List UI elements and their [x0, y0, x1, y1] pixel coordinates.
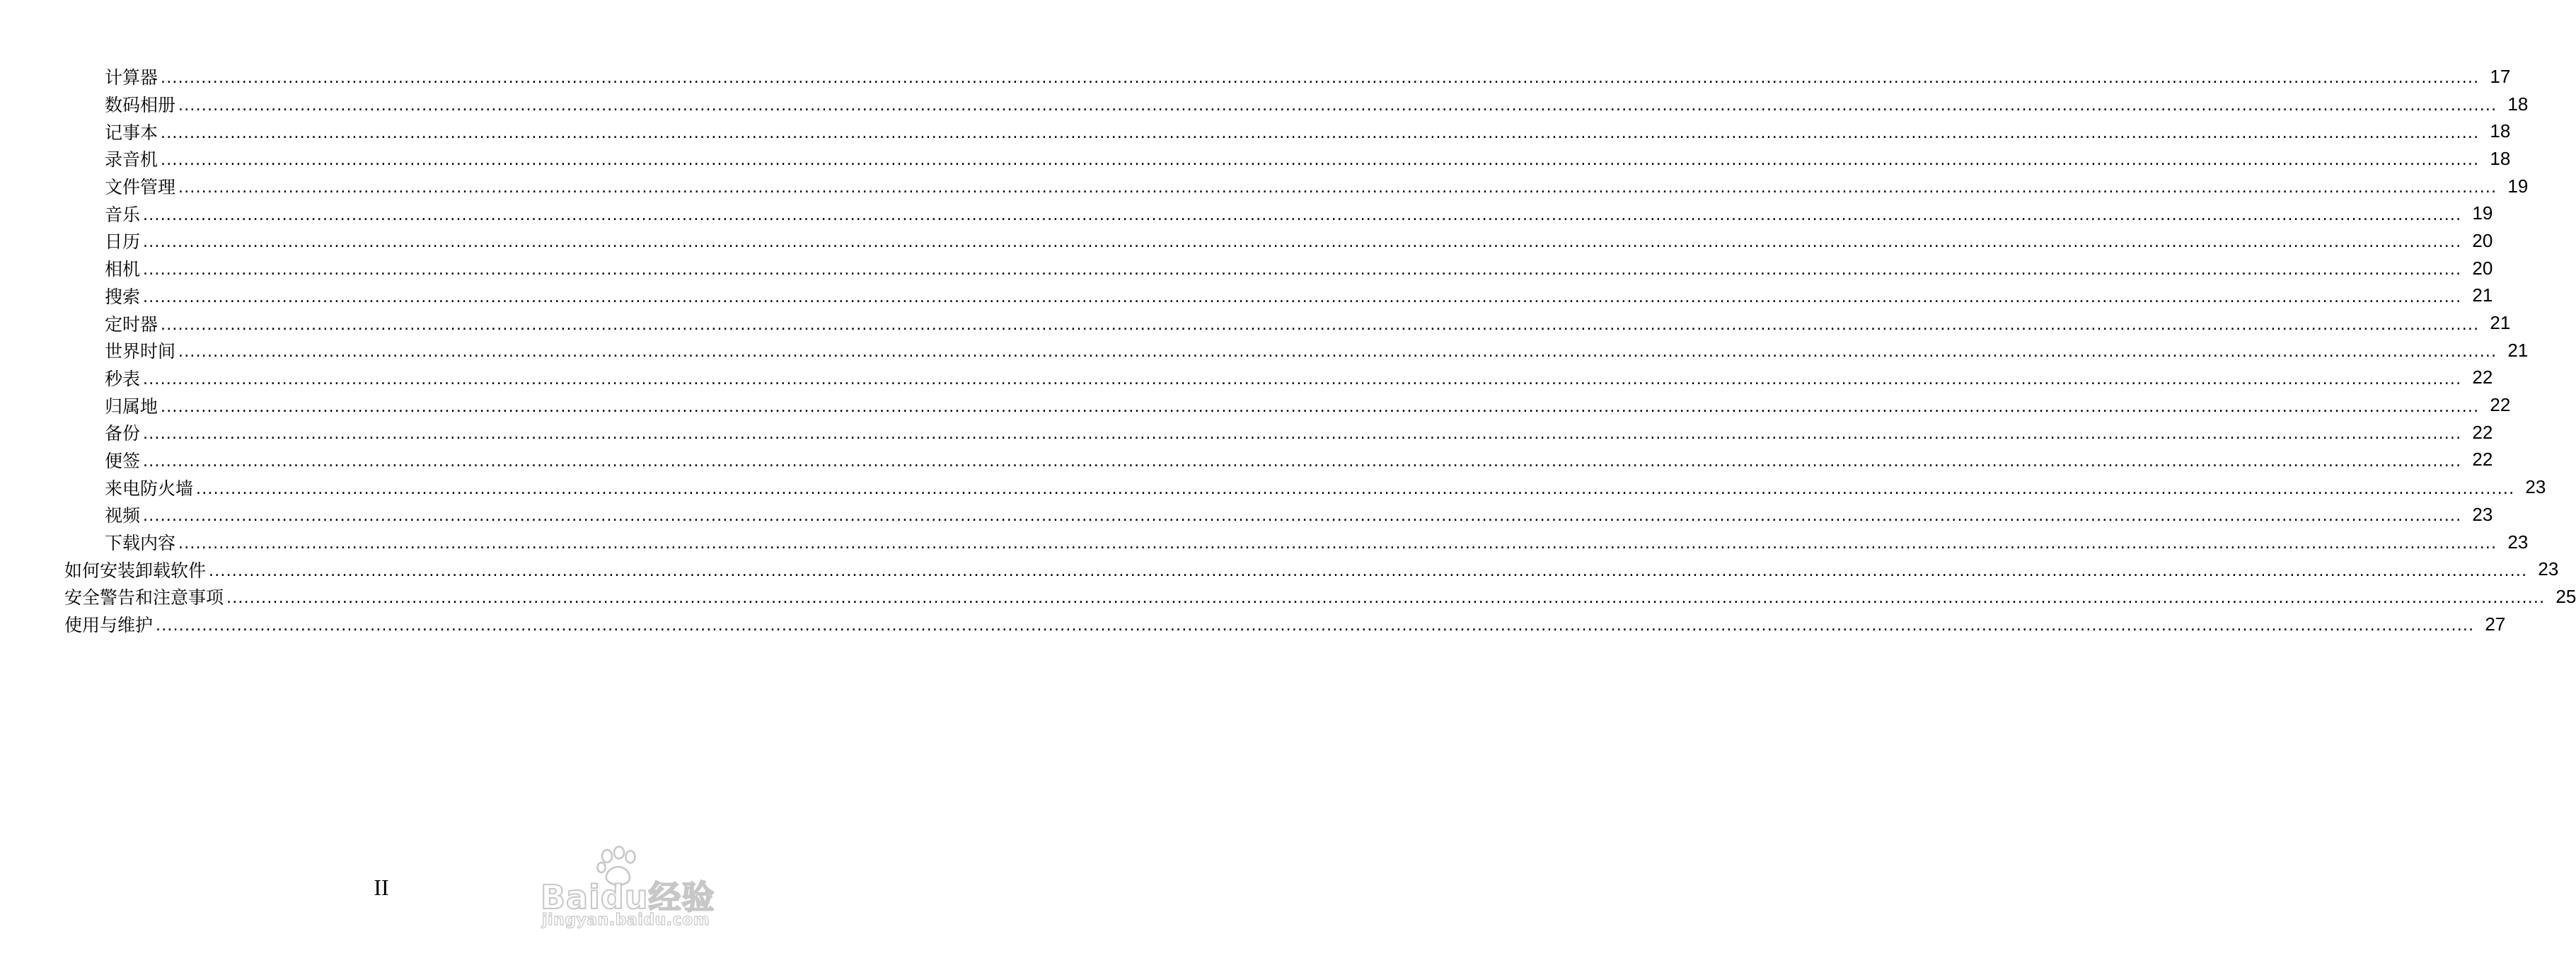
- toc-entry: [0, 611, 2506, 638]
- toc-entry-title: 下载内容: [105, 533, 176, 554]
- toc-entry: [0, 200, 2493, 227]
- toc-dot-leader: ................................................................................................................................................................................................................................................................................................................................................................................................................: [196, 480, 2515, 498]
- watermark-brand: Baidu经验: [541, 878, 715, 916]
- toc-entry-title: 安全警告和注意事项: [64, 587, 224, 609]
- toc-entry: [0, 173, 2529, 200]
- toc-entry-title: 定时器: [105, 313, 158, 335]
- toc-entry-title: 搜索: [105, 286, 141, 307]
- toc-dot-leader: ................................................................................................................................................................................................................................................................................................................................................................................................................: [156, 617, 2475, 635]
- toc-entry-title: 音乐: [105, 204, 141, 225]
- toc-entry: [0, 309, 2511, 337]
- toc-entry-title: 归属地: [105, 396, 158, 417]
- toc-entry: [0, 501, 2493, 529]
- toc-entry-page: 22: [2472, 449, 2493, 471]
- toc-dot-leader: ................................................................................................................................................................................................................................................................................................................................................................................................................: [143, 206, 2462, 224]
- toc-entry-title: 数码相册: [105, 95, 176, 116]
- toc-dot-leader: ................................................................................................................................................................................................................................................................................................................................................................................................................: [161, 398, 2480, 416]
- toc-entry-page: 18: [2490, 120, 2511, 142]
- toc-dot-leader: ................................................................................................................................................................................................................................................................................................................................................................................................................: [143, 370, 2462, 388]
- toc-entry-page: 22: [2490, 394, 2511, 416]
- toc-entry-title: 计算器: [105, 67, 158, 88]
- toc-entry-page: 18: [2490, 147, 2511, 169]
- toc-entry: [0, 555, 2559, 583]
- toc-entry: [0, 364, 2493, 392]
- toc-entry-page: 23: [2525, 476, 2546, 498]
- toc-entry-title: 视频: [105, 505, 141, 526]
- toc-entry-page: 19: [2507, 175, 2529, 197]
- toc-entry-title: 备份: [105, 423, 141, 444]
- toc-entry-title: 如何安装卸载软件: [64, 560, 207, 581]
- toc-dot-leader: ................................................................................................................................................................................................................................................................................................................................................................................................................: [161, 151, 2480, 170]
- toc-entry-page: 20: [2472, 257, 2493, 279]
- toc-entry: [0, 63, 2511, 91]
- toc-entry-title: 文件管理: [105, 177, 176, 198]
- toc-entry-page: 25: [2555, 585, 2576, 607]
- toc-dot-leader: ................................................................................................................................................................................................................................................................................................................................................................................................................: [178, 179, 2497, 197]
- toc-dot-leader: ................................................................................................................................................................................................................................................................................................................................................................................................................: [143, 507, 2462, 526]
- toc-entry: [0, 227, 2493, 255]
- toc-entry-page: 18: [2507, 93, 2529, 115]
- toc-entry-title: 便签: [105, 450, 141, 471]
- page-number: II: [374, 875, 389, 900]
- toc-entry-page: 23: [2507, 531, 2529, 553]
- toc-entry: [0, 255, 2493, 282]
- toc-entry-page: 23: [2538, 558, 2559, 580]
- toc-dot-leader: ................................................................................................................................................................................................................................................................................................................................................................................................................: [178, 97, 2497, 115]
- toc-entry-page: 17: [2490, 65, 2511, 87]
- toc-entry: [0, 145, 2511, 173]
- toc-dot-leader: ................................................................................................................................................................................................................................................................................................................................................................................................................: [161, 69, 2480, 88]
- toc-entry-page: 23: [2472, 503, 2493, 525]
- toc-entry-page: 22: [2472, 367, 2493, 388]
- toc-entry: [0, 529, 2529, 556]
- table-of-contents: [0, 63, 2576, 638]
- toc-entry-title: 录音机: [105, 149, 158, 171]
- toc-entry-page: 20: [2472, 229, 2493, 251]
- toc-dot-leader: ................................................................................................................................................................................................................................................................................................................................................................................................................: [143, 233, 2462, 252]
- toc-dot-leader: ................................................................................................................................................................................................................................................................................................................................................................................................................: [143, 425, 2462, 444]
- toc-dot-leader: ................................................................................................................................................................................................................................................................................................................................................................................................................: [143, 261, 2462, 279]
- toc-entry-page: 22: [2472, 421, 2493, 443]
- toc-dot-leader: ................................................................................................................................................................................................................................................................................................................................................................................................................: [161, 124, 2480, 142]
- toc-entry-title: 世界时间: [105, 341, 176, 362]
- toc-dot-leader: ................................................................................................................................................................................................................................................................................................................................................................................................................: [178, 535, 2497, 553]
- toc-dot-leader: ................................................................................................................................................................................................................................................................................................................................................................................................................: [143, 452, 2462, 471]
- toc-entry-page: 19: [2472, 202, 2493, 224]
- toc-entry-title: 相机: [105, 259, 141, 280]
- toc-entry: [0, 446, 2493, 474]
- toc-entry: [0, 117, 2511, 145]
- toc-entry: [0, 473, 2546, 501]
- toc-dot-leader: ................................................................................................................................................................................................................................................................................................................................................................................................................: [178, 343, 2497, 362]
- toc-entry-page: 27: [2485, 613, 2506, 635]
- toc-entry: [0, 282, 2493, 310]
- toc-dot-leader: ................................................................................................................................................................................................................................................................................................................................................................................................................: [143, 288, 2462, 306]
- toc-entry-title: 使用与维护: [64, 615, 154, 636]
- toc-entry-page: 21: [2490, 312, 2511, 334]
- toc-entry: [0, 583, 2576, 611]
- watermark-site: jingyan.baidu.com: [542, 911, 710, 929]
- toc-entry-title: 来电防火墙: [105, 478, 194, 499]
- toc-entry-page: 21: [2507, 339, 2529, 361]
- toc-dot-leader: ................................................................................................................................................................................................................................................................................................................................................................................................................: [226, 589, 2546, 608]
- toc-entry: [0, 391, 2511, 419]
- toc-entry: [0, 337, 2529, 364]
- baidu-jingyan-watermark: [539, 846, 723, 938]
- toc-dot-leader: ................................................................................................................................................................................................................................................................................................................................................................................................................: [161, 316, 2480, 334]
- toc-entry: [0, 419, 2493, 446]
- toc-entry-title: 日历: [105, 231, 141, 253]
- toc-dot-leader: ................................................................................................................................................................................................................................................................................................................................................................................................................: [209, 562, 2528, 580]
- toc-entry-page: 21: [2472, 284, 2493, 306]
- toc-entry-title: 记事本: [105, 122, 158, 143]
- toc-entry-title: 秒表: [105, 368, 141, 389]
- toc-entry: [0, 91, 2529, 118]
